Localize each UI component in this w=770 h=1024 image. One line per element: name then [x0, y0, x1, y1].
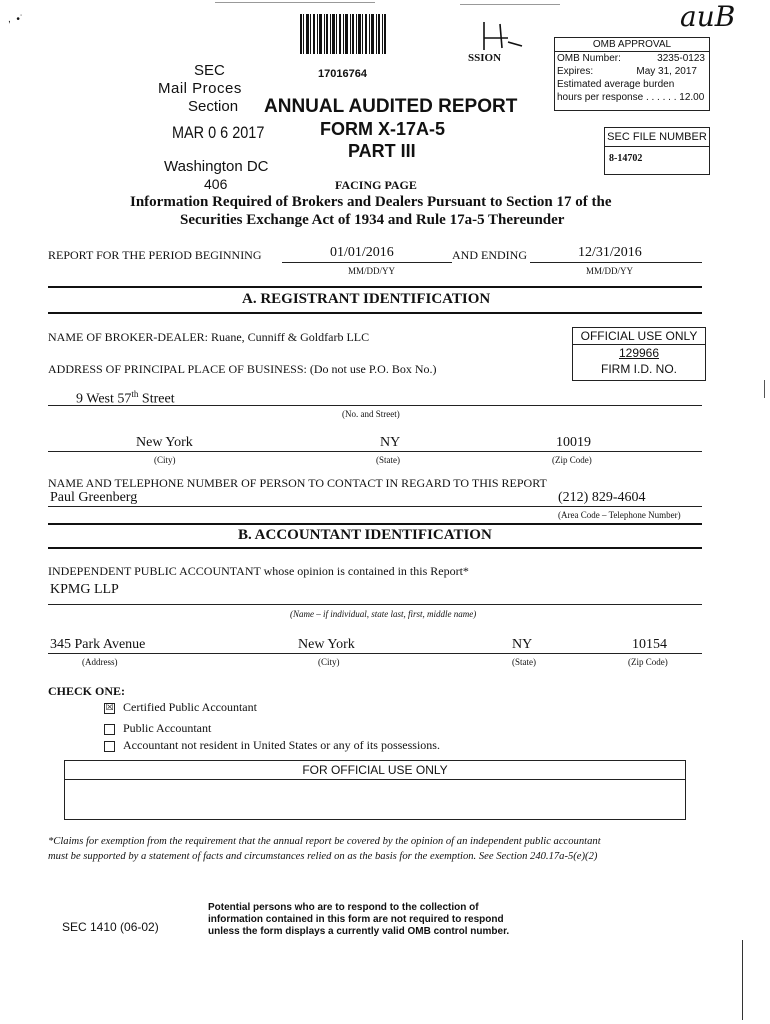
official-use-box: [572, 327, 706, 381]
omb-number-value: 3235-0123: [657, 53, 705, 64]
scan-edge-mark: [742, 940, 743, 1020]
accountant-name-caption: (Name – if individual, state last, first, middle name): [290, 609, 477, 619]
contact-line: [48, 506, 702, 507]
city-caption: (City): [154, 455, 176, 465]
phone-caption: (Area Code – Telephone Number): [558, 510, 681, 520]
accountant-zip[interactable]: 10154: [632, 637, 667, 652]
broker-dealer-label-text: NAME OF BROKER-DEALER:: [48, 330, 209, 344]
part-title: PART III: [348, 141, 416, 161]
accountant-label: INDEPENDENT PUBLIC ACCOUNTANT whose opinion is contained in this Report*: [48, 564, 469, 578]
form-number: SEC 1410 (06-02): [62, 920, 159, 934]
info-line-2: Securities Exchange Act of 1934 and Rule 17a-5 Thereunder: [180, 212, 565, 228]
sec-stamp-line-6: 406: [204, 176, 228, 192]
omb-notice-line-3: unless the form displays a currently valid OMB control number.: [208, 926, 510, 937]
checkbox-certified-cpa[interactable]: ☒: [105, 702, 114, 713]
info-line-1: Information Required of Brokers and Dealers Pursuant to Section 17 of the: [130, 194, 612, 210]
check-one-heading: CHECK ONE:: [48, 684, 126, 698]
sec-stamp-line-5: Washington DC: [164, 158, 269, 175]
checkbox-public-accountant[interactable]: [104, 724, 115, 735]
accountant-address-line: [48, 653, 702, 654]
period-begin-format: MM/DD/YY: [348, 266, 396, 276]
scan-edge-line: [460, 4, 560, 5]
scan-specks: , •˙: [8, 14, 24, 25]
report-title: ANNUAL AUDITED REPORT: [264, 96, 518, 117]
accountant-state[interactable]: NY: [512, 637, 533, 652]
firm-id-caption: FIRM I.D. NO.: [601, 362, 677, 376]
sec-stamp-date: MAR 0 6 2017: [172, 123, 265, 142]
registrant-zip[interactable]: 10019: [556, 435, 591, 450]
scan-edge-line: [215, 2, 375, 3]
facing-page-label: FACING PAGE: [335, 178, 417, 192]
accountant-name[interactable]: KPMG LLP: [50, 582, 119, 597]
barcode-number: 17016764: [318, 68, 367, 80]
footnote-line-2: must be supported by a statement of facts and circumstances relied on as the basis for the exemption. See Section 240.17a-5(e)(2): [48, 851, 598, 862]
omb-title: OMB APPROVAL: [555, 38, 709, 52]
divider: [48, 312, 702, 314]
sec-file-number-label: SEC FILE NUMBER: [605, 128, 709, 147]
sec-file-number-box: [604, 127, 710, 175]
address-label: ADDRESS OF PRINCIPAL PLACE OF BUSINESS: (Do not use P.O. Box No.): [48, 362, 437, 376]
contact-phone[interactable]: (212) 829-4604: [558, 490, 646, 505]
omb-burden-line-1: Estimated average burden: [557, 79, 675, 90]
official-use-only-box: [64, 760, 686, 820]
omb-number-label: OMB Number:: [557, 53, 621, 64]
contact-label: NAME AND TELEPHONE NUMBER OF PERSON TO CONTACT IN REGARD TO THIS REPORT: [48, 476, 547, 490]
broker-dealer-name[interactable]: Ruane, Cunniff & Goldfarb LLC: [211, 330, 370, 344]
official-use-title: OFFICIAL USE ONLY: [573, 328, 705, 345]
divider: [48, 286, 702, 288]
registrant-state[interactable]: NY: [380, 435, 401, 450]
period-end-format: MM/DD/YY: [586, 266, 634, 276]
broker-dealer-label: [48, 330, 369, 345]
accountant-zip-caption: (Zip Code): [628, 657, 668, 667]
option-label: Certified Public Accountant: [123, 700, 257, 714]
accountant-city[interactable]: New York: [298, 637, 355, 652]
sec-stamp-line-3: Section: [188, 98, 239, 115]
form-title: FORM X-17A-5: [320, 119, 446, 139]
accountant-name-line: [48, 604, 702, 605]
option-public-accountant[interactable]: [104, 721, 211, 736]
period-label: REPORT FOR THE PERIOD BEGINNING: [48, 248, 262, 262]
state-caption: (State): [376, 455, 400, 465]
period-end-value[interactable]: 12/31/2016: [578, 245, 642, 260]
handwritten-mark: [478, 20, 528, 54]
footnote-line-1: *Claims for exemption from the requirement that the annual report be covered by the opinion of an independent public accountant: [48, 836, 601, 847]
omb-burden-line-2: hours per response . . . . . . 12.00: [557, 92, 705, 103]
period-begin-value[interactable]: 01/01/2016: [330, 245, 394, 260]
period-end-line: [530, 262, 702, 263]
scan-edge-mark: [764, 380, 765, 398]
option-label: Public Accountant: [123, 721, 212, 735]
omb-expires-label: Expires:: [557, 66, 594, 77]
street-caption: (No. and Street): [342, 409, 400, 419]
omb-expires-value: May 31, 2017: [636, 66, 697, 77]
sec-file-number-value: 8-14702: [609, 153, 643, 164]
street-line: [48, 405, 702, 406]
period-ending-label: AND ENDING: [452, 248, 527, 262]
accountant-address-caption: (Address): [82, 657, 118, 667]
city-state-zip-line: [48, 451, 702, 452]
street-number: 9 West 57: [76, 391, 132, 407]
option-label: Accountant not resident in United States or any of its possessions.: [123, 738, 440, 752]
divider: [48, 547, 702, 549]
accountant-city-caption: (City): [318, 657, 340, 667]
commission-fragment: SSION: [468, 52, 502, 64]
option-not-resident[interactable]: [104, 738, 440, 753]
option-certified-cpa[interactable]: [104, 700, 257, 715]
handwritten-initials: auB: [680, 0, 736, 33]
omb-notice-line-2: information contained in this form are not required to respond: [208, 914, 504, 925]
firm-id-value: 129966: [618, 346, 660, 360]
section-b-heading: B. ACCOUNTANT IDENTIFICATION: [238, 527, 492, 543]
official-use-only-title: FOR OFFICIAL USE ONLY: [65, 761, 685, 780]
divider: [48, 523, 702, 525]
accountant-state-caption: (State): [512, 657, 536, 667]
zip-caption: (Zip Code): [552, 455, 592, 465]
sec-stamp-line-2: Mail Proces: [158, 80, 242, 97]
omb-notice-line-1: Potential persons who are to respond to the collection of: [208, 902, 479, 913]
omb-approval-box: [554, 37, 710, 111]
street-superscript: th: [131, 389, 139, 399]
checkbox-not-resident[interactable]: [104, 741, 115, 752]
section-a-heading: A. REGISTRANT IDENTIFICATION: [242, 291, 491, 307]
street-name: Street: [138, 391, 175, 407]
accountant-address[interactable]: 345 Park Avenue: [50, 637, 146, 652]
sec-stamp-line-1: SEC: [194, 62, 225, 79]
registrant-city[interactable]: New York: [136, 435, 193, 450]
contact-name[interactable]: Paul Greenberg: [50, 490, 138, 505]
period-begin-line: [282, 262, 452, 263]
barcode: [300, 14, 386, 54]
